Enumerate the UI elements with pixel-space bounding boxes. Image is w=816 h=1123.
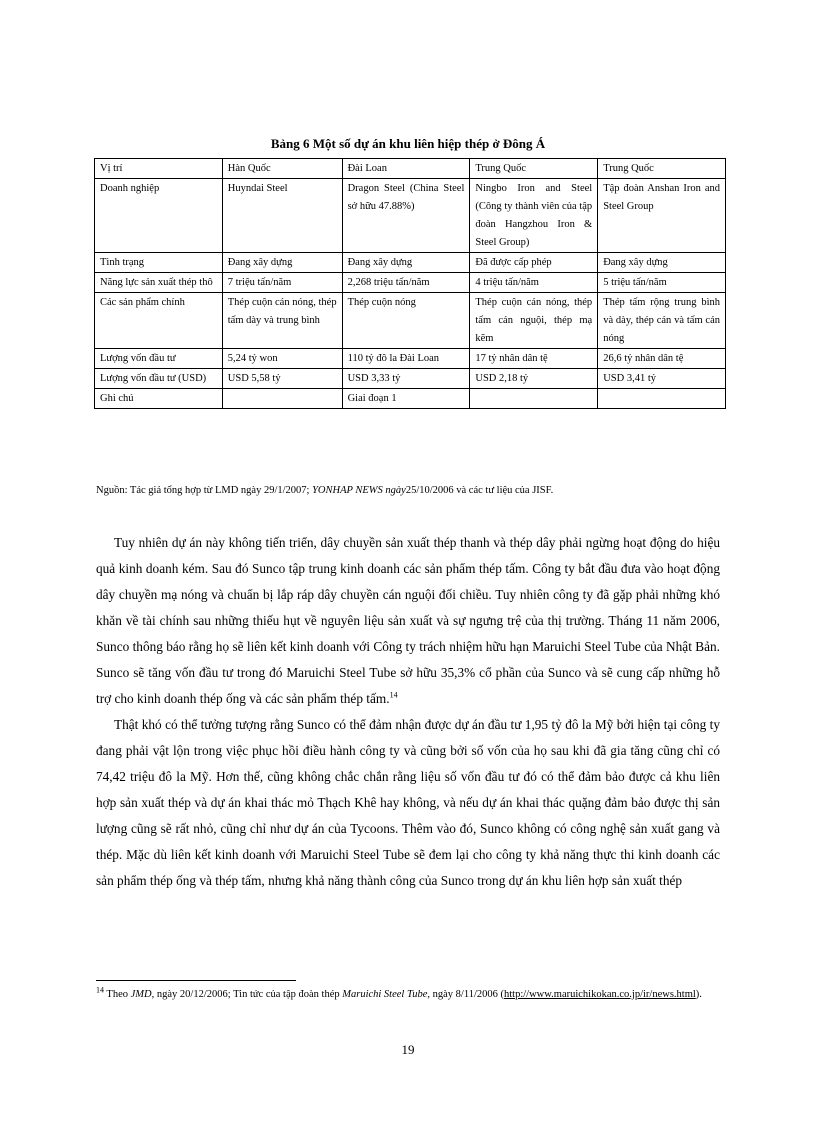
header-cell: Đài Loan <box>342 159 470 179</box>
source-text-end: 25/10/2006 và các tư liệu của JISF. <box>405 485 554 496</box>
footnote-text: , ngày 8/11/2006 ( <box>427 989 504 1000</box>
footnote-number: 14 <box>96 985 104 995</box>
table-cell: 4 triệu tấn/năm <box>470 273 598 293</box>
table-cell: Doanh nghiệp <box>95 179 223 253</box>
table-row <box>95 253 726 273</box>
table-row <box>95 293 726 349</box>
table-cell: Lượng vốn đầu tư (USD) <box>95 369 223 389</box>
table-cell: 17 tỷ nhân dân tệ <box>470 349 598 369</box>
table-cell: 2,268 triệu tấn/năm <box>342 273 470 293</box>
table-cell: Tập đoàn Anshan Iron and Steel Group <box>598 179 726 253</box>
table-header-row <box>95 159 726 179</box>
table-source-note <box>96 485 736 496</box>
table-row <box>95 389 726 409</box>
table-cell <box>470 389 598 409</box>
table-caption: Bảng 6 Một số dự án khu liên hiệp thép ở Đông Á <box>270 136 546 151</box>
table-cell: Thép tấm rộng trung bình và dày, thép cán và tấm cán nóng <box>598 293 726 349</box>
table-cell: USD 5,58 tỷ <box>222 369 342 389</box>
table-row <box>95 349 726 369</box>
table-cell: Tình trạng <box>95 253 223 273</box>
table-cell: Đang xây dựng <box>342 253 470 273</box>
table-cell: Các sản phẩm chính <box>95 293 223 349</box>
table-cell: USD 3,33 tỷ <box>342 369 470 389</box>
source-italic: YONHAP NEWS ngày <box>312 485 406 496</box>
header-cell: Hàn Quốc <box>222 159 342 179</box>
page-number: 19 <box>401 1042 415 1057</box>
steel-projects-table <box>94 158 726 409</box>
table-cell: 5 triệu tấn/năm <box>598 273 726 293</box>
table-cell: Lượng vốn đầu tư <box>95 349 223 369</box>
table-cell <box>598 389 726 409</box>
body-text <box>96 530 720 894</box>
footnote-reference[interactable]: 14 <box>389 690 398 700</box>
footnote-text: , ngày 20/12/2006; Tin tức của tập đoàn thép <box>151 989 343 1000</box>
paragraph-text: Thật khó có thể tưởng tượng rằng Sunco có thể đảm nhận được dự án đầu tư 1,95 tỷ đô la Mỹ bởi hiện tại công ty đang phải vật lộn trong việc phục hồi điều hành công ty và cũng bởi số vốn của họ sau khi đã gia tăng cũng chỉ có 74,42 triệu đô la Mỹ. Hơn thế, cũng không chắc chắn rằng liệu số vốn đầu tư đó có thể đảm bảo được cả khu liên hợp sản xuất thép và dự án khai thác mỏ Thạch Khê hay không, và nếu dự án khai thác quặng đảm bảo được thị sản lượng cũng sẽ rất nhỏ, cũng chỉ như dự án của Tycoons. Thêm vào đó, Sunco không có công nghệ sản xuất gang và thép. Mặc dù liên kết kinh doanh với Maruichi Steel Tube sẽ đem lại cho công ty khả năng thực thi kinh doanh các sản phẩm thép ống và thép tấm, nhưng khả năng thành công của Sunco trong dự án khu liên hợp sản xuất thép <box>96 717 720 888</box>
table-cell: Năng lực sản xuất thép thô <box>95 273 223 293</box>
table-cell: Đang xây dựng <box>598 253 726 273</box>
table-cell: 7 triệu tấn/năm <box>222 273 342 293</box>
table-cell: Ningbo Iron and Steel (Công ty thành viên của tập đoàn Hangzhou Iron & Steel Group) <box>470 179 598 253</box>
table-cell: Huyndai Steel <box>222 179 342 253</box>
table-row <box>95 369 726 389</box>
source-text: Nguồn: Tác giả tổng hợp từ LMD ngày 29/1/2007; <box>96 485 313 496</box>
paragraph <box>96 712 720 894</box>
table-cell: 5,24 tỷ won <box>222 349 342 369</box>
table-row <box>95 273 726 293</box>
paragraph-text: Tuy nhiên dự án này không tiến triển, dây chuyền sản xuất thép thanh và thép dây phải ngừng hoạt động do hiệu quả kinh doanh kém. Sau đó Sunco tập trung kinh doanh các sản phẩm thép tấm. Công ty bắt đầu đưa vào hoạt động dây chuyền mạ nóng và chuẩn bị lắp ráp dây chuyền cán nguội đối chiều. Tuy nhiên công ty đã gặp phải những khó khăn về tài chính sau những thiếu hụt về nguyên liệu sản xuất và sự ngưng trệ của thị trường. Tháng 11 năm 2006, Sunco thông báo rằng họ sẽ liên kết kinh doanh với Công ty trách nhiệm hữu hạn Maruichi Steel Tube của Nhật Bản. Sunco sẽ tăng vốn đầu tư trong đó Maruichi Steel Tube sở hữu 35,3% cổ phần của Sunco và sẽ cung cấp những hỗ trợ cho kinh doanh thép ống và các sản phẩm thép tấm. <box>96 535 720 706</box>
table-cell: Thép cuộn cán nóng, thép tấm cán nguội, thép mạ kẽm <box>470 293 598 349</box>
table-cell: Dragon Steel (China Steel sở hữu 47.88%) <box>342 179 470 253</box>
table-cell: Thép cuộn cán nóng, thép tấm dày và trung bình <box>222 293 342 349</box>
footnote <box>96 987 720 1003</box>
footnote-text: Theo <box>104 989 131 1000</box>
footnote-divider <box>96 980 296 981</box>
table-cell: Thép cuộn nóng <box>342 293 470 349</box>
header-cell: Trung Quốc <box>598 159 726 179</box>
table-cell: 110 tỷ đô la Đài Loan <box>342 349 470 369</box>
footnote-text: ). <box>695 989 702 1000</box>
table-cell: Đang xây dựng <box>222 253 342 273</box>
table-row <box>95 179 726 253</box>
table-cell: 26,6 tỷ nhân dân tệ <box>598 349 726 369</box>
table-cell: Đã được cấp phép <box>470 253 598 273</box>
header-cell: Trung Quốc <box>470 159 598 179</box>
table-cell <box>222 389 342 409</box>
table-cell: Ghi chú <box>95 389 223 409</box>
footnote-italic: Maruichi Steel Tube <box>342 989 428 1000</box>
paragraph <box>96 530 720 712</box>
table-cell: USD 3,41 tỷ <box>598 369 726 389</box>
footnote-link[interactable]: http://www.maruichikokan.co.jp/ir/news.html <box>504 989 696 1000</box>
table-cell: Giai đoạn 1 <box>342 389 470 409</box>
header-cell: Vị trí <box>95 159 223 179</box>
table-cell: USD 2,18 tỷ <box>470 369 598 389</box>
footnote-italic: JMD <box>130 989 152 1000</box>
